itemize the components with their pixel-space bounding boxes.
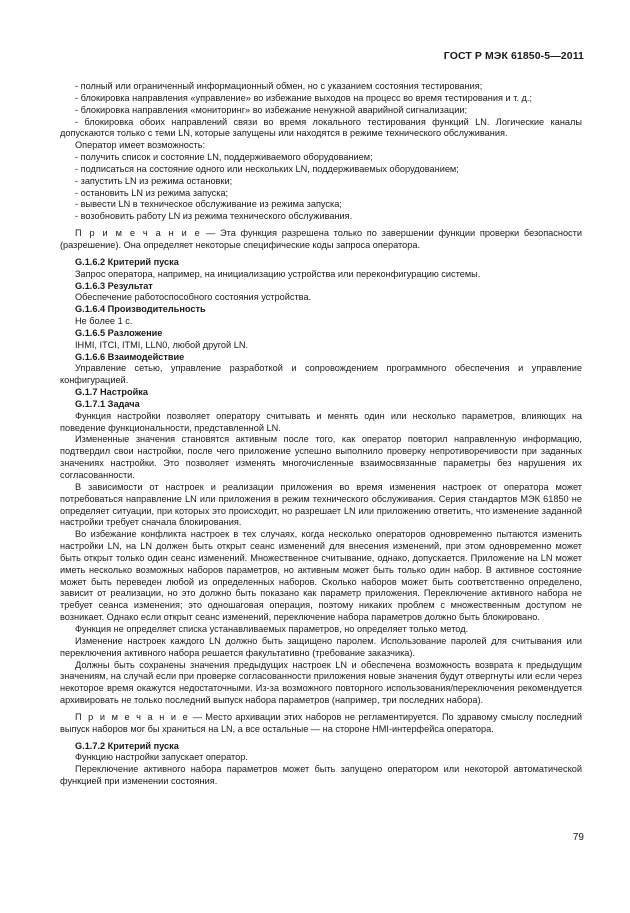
list-item: - блокировка направления «мониторинг» во избежание ненужной аварийной сигнализации;: [75, 104, 468, 115]
section-heading: G.1.6.3 Результат: [75, 280, 153, 291]
paragraph: Во избежание конфликта настроек в тех случаях, когда несколько операторов одновременно пытаются изменить настройки LN, на LN должен быть открыт сеанс изменений для внесения изменений, при этом одновременно может быть открыт только один сеанс изменений. Множественное считывание, однако, допускается. Приложение на LN может иметь несколько возможных наборов параметров, но активным может быть только один набор. В активное состояние может быть переведен любой из определенных наборов. Сколько наборов может быть соответственно определено, зависит от реализации, но это должно быть показано как параметр приложения. Переключение активного набора не требует сеанса изменения; это одношаговая операция, поэтому никаких проблем с множественным доступом не возникает. Однако если открыт сеанс изменений, переключение набора параметров должно быть блокировано.: [60, 529, 582, 623]
paragraph: Функцию настройки запускает оператор.: [75, 752, 248, 763]
page-number: 79: [572, 832, 584, 843]
note-label: П р и м е ч а н и е: [75, 711, 190, 722]
paragraph: Переключение активного набора параметров может быть запущено оператором или некоторой автоматической функцией при изменении состояния.: [60, 764, 582, 787]
paragraph: Должны быть сохранены значения предыдущих настроек LN и обеспечена возможность возврата к предыдущим значениям, на случай если при проверке согласованности приложения новые значения будут отвергнуты или если через некоторое время окажутся недостаточными. Из-за возможного повторного использования/переключения рекомендуется архивировать не только последний выпуск набора параметров (например, три последних набора).: [60, 659, 582, 706]
section-text: Обеспечение работоспособного состояния устройства.: [75, 292, 312, 303]
operator-intro: Оператор имеет возможность:: [75, 140, 206, 151]
section-heading: G.1.6.2 Критерий пуска: [75, 256, 179, 267]
paragraph: Функция настройки позволяет оператору считывать и менять один или несколько параметров, влияющих на поведение функциональности, представленной LN.: [60, 410, 582, 433]
section-heading: G.1.7.1 Задача: [75, 398, 140, 409]
section-text: Не более 1 с.: [75, 316, 133, 327]
section-heading: G.1.6.4 Производительность: [75, 304, 206, 315]
list-item: - получить список и состояние LN, поддерживаемого оборудованием;: [75, 152, 373, 163]
note-1: [60, 228, 582, 252]
paragraph: Изменение настроек каждого LN должно быть защищено паролем. Использование паролей для считывания или переключения активного набора решается факультативно (требование заказчика).: [60, 635, 582, 658]
section-heading: G.1.6.6 Взаимодействие: [75, 351, 185, 362]
page-header: ГОСТ Р МЭК 61850-5—2011: [443, 50, 584, 62]
page-content: [60, 81, 582, 788]
paragraph: Функция не определяет списка устанавливаемых параметров, но определяет только метод.: [75, 623, 469, 634]
note-label: П р и м е ч а н и е: [75, 228, 202, 239]
list-item: - полный или ограниченный информационный обмен, но с указанием состояния тестирования;: [75, 81, 483, 91]
note-2: [60, 712, 582, 736]
note-text: — Место архивации этих наборов не регламентируется. По здравому смыслу последний выпуск наборов мог бы храниться на LN, а все остальные — на стороне HMI-интерфейса оператора.: [60, 711, 582, 734]
list-item: - блокировка обоих направлений связи во время локального тестирования функций LN. Логические каналы допускаются только с теми LN, которые запущены или находятся в режиме технического обслуживания.: [60, 116, 582, 139]
list-item: - возобновить работу LN из режима технического обслуживания.: [75, 211, 353, 222]
paragraph: В зависимости от настроек и реализации приложения во время изменения настроек от оператора может потребоваться направление LN или приложения в режим технического обслуживания. Серия стандартов МЭК 61850 не определяет ситуации, при которых это происходит, но разрешает LN или приложению ответить, что изменение заданной настройки требует сначала блокирования.: [60, 481, 582, 528]
list-item: - блокировка направления «управление» во избежание выходов на процесс во время тестирования и т. д.;: [75, 92, 532, 103]
list-item: - запустить LN из режима остановки;: [75, 175, 233, 186]
section-heading: G.1.7 Настройка: [75, 387, 148, 398]
section-text: Управление сетью, управление разработкой и сопровождением программного обеспечения и управление конфигурацией.: [60, 363, 582, 386]
paragraph: Измененные значения становятся активным после того, как оператор повторил направленную информацию, подтвердил свои настройки, после чего приложение успешно выполнило проверку непротиворечивости при заданных значениях настройки. Это позволяет изменять многочисленные взаимосвязанные параметры без нарушения их согласованности.: [60, 434, 582, 480]
section-text: Запрос оператора, например, на инициализацию устройства или переконфигурацию системы.: [75, 268, 481, 279]
note-text: — Эта функция разрешена только по завершении функции проверки безопасности (разрешение). Она определяет некоторые специфические коды запроса оператора.: [60, 228, 582, 250]
list-item: - вывести LN в техническое обслуживание из режима запуска;: [75, 199, 342, 210]
section-heading: G.1.7.2 Критерий пуска: [75, 740, 179, 751]
list-item: - подписаться на состояние одного или нескольких LN, поддерживаемых оборудованием;: [75, 163, 459, 174]
section-heading: G.1.6.5 Разложение: [75, 327, 163, 338]
list-item: - остановить LN из режима запуска;: [75, 187, 229, 198]
section-text: IHMI, ITCI, ITMI, LLN0, любой другой LN.: [75, 339, 249, 350]
